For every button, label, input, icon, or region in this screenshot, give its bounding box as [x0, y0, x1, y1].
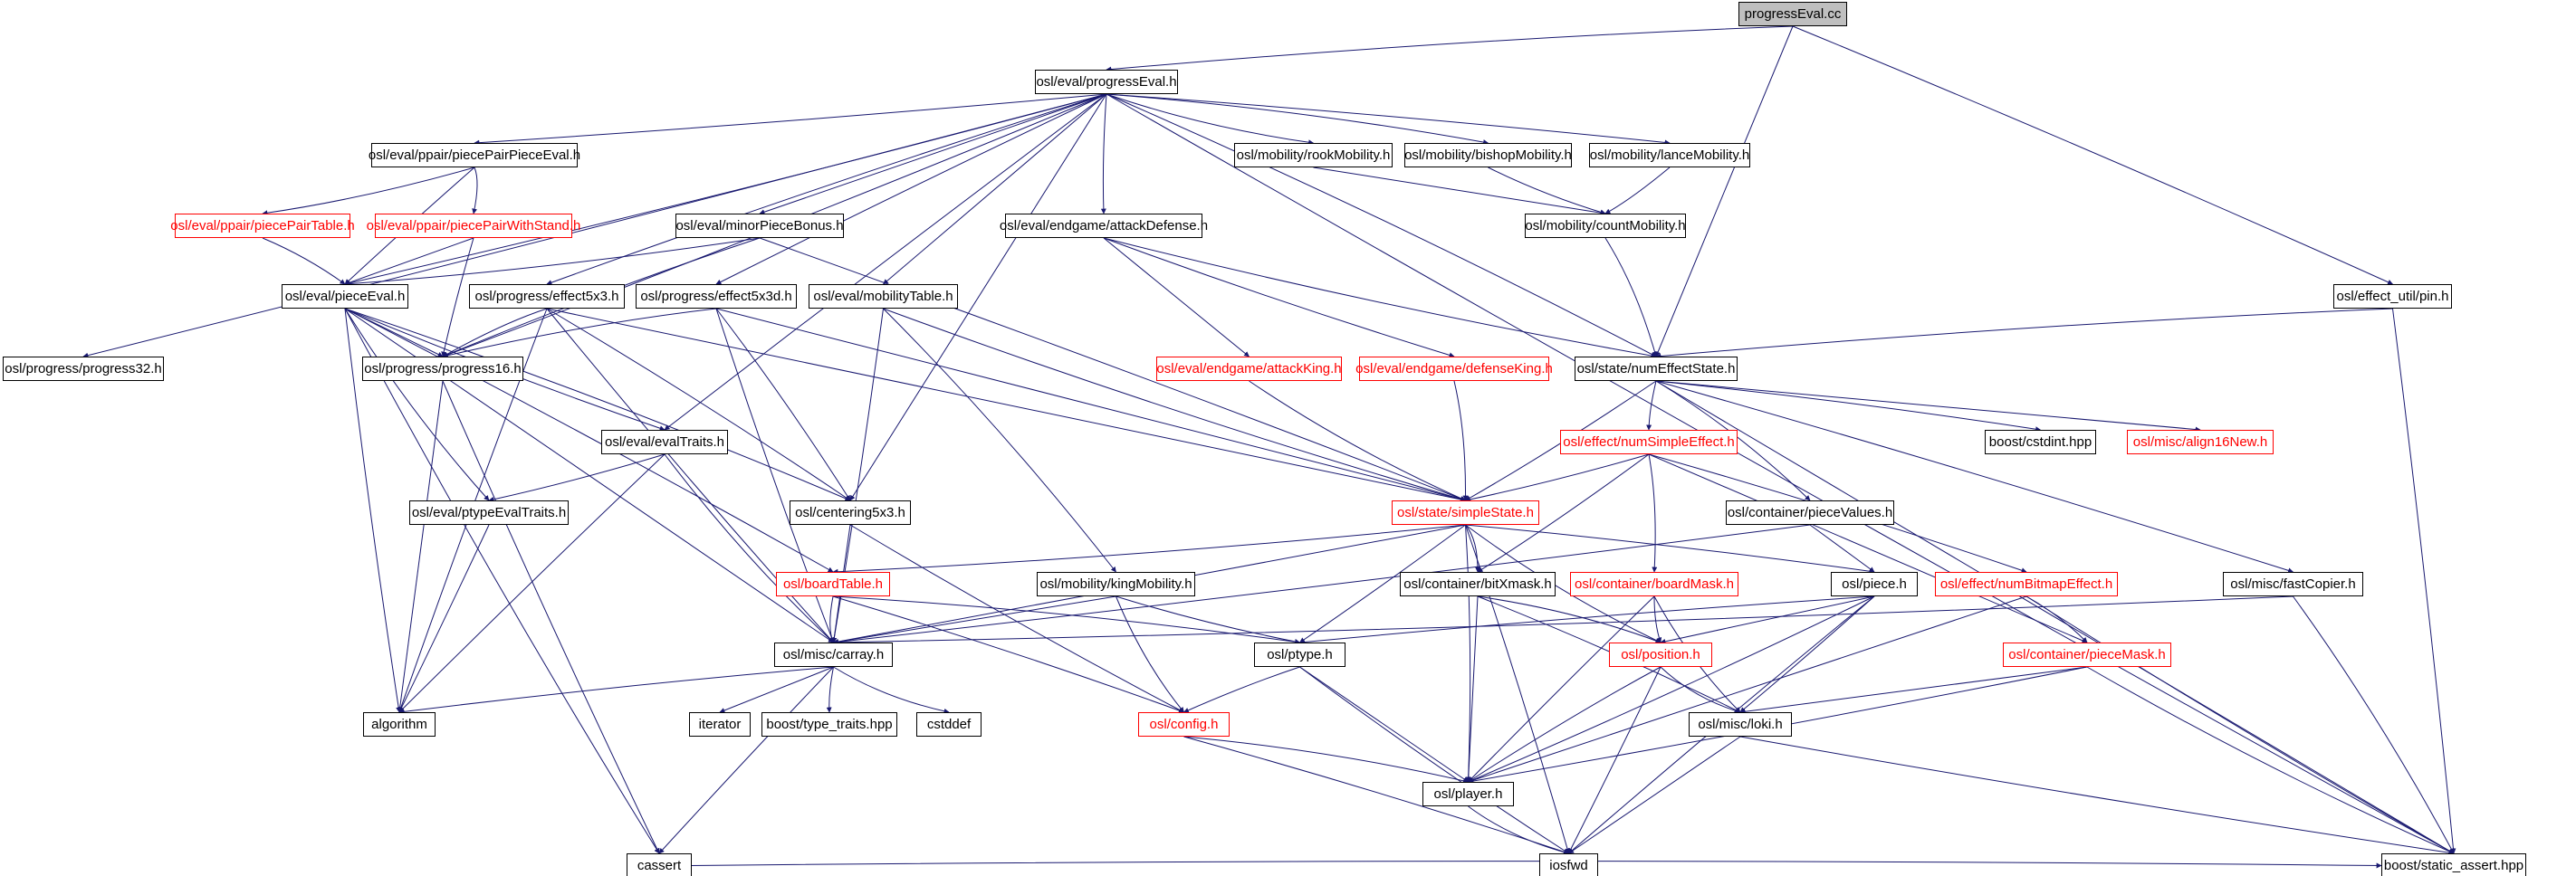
graph-edge [716, 309, 1466, 500]
graph-node[interactable] [1935, 572, 2118, 596]
graph-node[interactable] [999, 214, 1209, 238]
graph-node-label: osl/misc/carray.h [782, 647, 885, 662]
graph-edge [1656, 381, 2200, 430]
graph-node[interactable] [774, 643, 893, 667]
graph-edge [1469, 596, 1655, 782]
graph-node[interactable] [1831, 572, 1918, 596]
graph-node[interactable] [1689, 712, 1792, 737]
graph-edge [474, 167, 477, 214]
graph-node-label: osl/state/numEffectState.h [1576, 361, 1736, 376]
graph-node-label: osl/progress/effect5x3.h [474, 289, 619, 304]
graph-node[interactable] [1254, 643, 1345, 667]
graph-node[interactable] [2223, 572, 2363, 596]
graph-node[interactable] [675, 214, 844, 238]
graph-edge [399, 381, 443, 712]
graph-node[interactable] [282, 284, 408, 309]
graph-node-label: osl/container/bitXmask.h [1403, 576, 1552, 592]
graph-node[interactable] [1525, 214, 1686, 238]
graph-node[interactable] [1035, 70, 1178, 94]
graph-node-label: osl/position.h [1621, 647, 1700, 662]
graph-edge [2026, 596, 2454, 853]
graph-node-label: osl/eval/ppair/piecePairWithStand.h [366, 218, 581, 233]
graph-edge [1649, 454, 1655, 572]
graph-edge [1649, 381, 1656, 430]
graph-node[interactable] [1422, 782, 1514, 806]
graph-node-label: osl/container/boardMask.h [1575, 576, 1734, 592]
graph-node-label: boost/cstdint.hpp [1988, 434, 2092, 450]
graph-node[interactable] [1985, 430, 2096, 454]
graph-node[interactable] [2381, 853, 2526, 876]
graph-node-label: osl/misc/loki.h [1698, 717, 1783, 732]
graph-node[interactable] [1726, 500, 1894, 525]
graph-edge [2294, 596, 2455, 853]
graph-node-label: iterator [698, 717, 742, 732]
graph-node-label: osl/state/simpleState.h [1397, 505, 1534, 520]
graph-edge [829, 667, 834, 712]
graph-node[interactable] [2127, 430, 2274, 454]
graph-edge [1106, 26, 1793, 70]
graph-node[interactable] [776, 572, 890, 596]
graph-node-label: osl/container/pieceMask.h [2008, 647, 2166, 662]
graph-edge [833, 525, 1466, 572]
graph-edge [345, 238, 760, 284]
graph-edge [1106, 94, 1489, 143]
graph-node-label: algorithm [371, 717, 427, 732]
graph-node[interactable] [1355, 357, 1553, 381]
graph-edge [399, 667, 834, 712]
graph-node-label: cassert [637, 858, 682, 873]
graph-node-label: iosfwd [1549, 858, 1588, 873]
graph-edge [1300, 667, 1569, 853]
graph-node-label: osl/centering5x3.h [795, 505, 905, 520]
graph-node[interactable] [809, 284, 958, 309]
graph-edge [1300, 596, 1875, 643]
graph-node[interactable] [636, 284, 797, 309]
graph-edge [665, 454, 834, 643]
graph-node[interactable] [1404, 143, 1572, 167]
graph-node[interactable] [363, 712, 436, 737]
graph-node-label: osl/effect_util/pin.h [2336, 289, 2449, 304]
graph-node-label: osl/mobility/bishopMobility.h [1404, 148, 1572, 163]
graph-edge [1184, 737, 1469, 782]
graph-node[interactable] [916, 712, 982, 737]
graph-edge [850, 525, 1184, 712]
graph-node-label: osl/eval/endgame/defenseKing.h [1355, 361, 1553, 376]
graph-node-label: osl/effect/numBitmapEffect.h [1939, 576, 2113, 592]
graph-edge [2393, 309, 2455, 853]
graph-edge [345, 309, 489, 500]
graph-edge [1104, 238, 1656, 357]
graph-edge [399, 525, 489, 712]
graph-edge [1466, 454, 1650, 500]
graph-edge [345, 94, 1106, 284]
graph-edge [1116, 596, 1300, 643]
graph-edge [345, 238, 474, 284]
graph-edge [1605, 167, 1670, 214]
graph-edge [659, 667, 834, 853]
graph-node[interactable] [1560, 430, 1738, 454]
graph-edge [489, 454, 665, 500]
graph-node-label: osl/eval/mobilityTable.h [813, 289, 953, 304]
graph-edge [1104, 238, 1250, 357]
graph-node-label: osl/eval/evalTraits.h [605, 434, 724, 450]
graph-edge [884, 309, 1466, 500]
graph-edge [834, 596, 1116, 643]
graph-edge [1489, 167, 1606, 214]
graph-edge [2026, 596, 2087, 643]
graph-edge [1810, 525, 1874, 572]
graph-node[interactable] [1392, 500, 1539, 525]
graph-edge [1469, 596, 1479, 782]
graph-node-label: osl/mobility/lanceMobility.h [1589, 148, 1750, 163]
graph-node[interactable] [3, 357, 164, 381]
graph-edge [399, 454, 665, 712]
graph-node-label: osl/ptype.h [1267, 647, 1333, 662]
graph-node-label: osl/eval/progressEval.h [1036, 74, 1177, 90]
graph-node-label: osl/eval/pieceEval.h [284, 289, 406, 304]
graph-edge [1106, 94, 2454, 853]
graph-edge [1466, 525, 1875, 572]
graph-node[interactable] [368, 143, 581, 167]
graph-node-label: osl/player.h [1433, 786, 1503, 802]
graph-edge [1184, 667, 1300, 712]
graph-edge [1314, 167, 1606, 214]
graph-edge [760, 94, 1106, 214]
graph-node-label: osl/eval/endgame/attackDefense.h [999, 218, 1209, 233]
graph-node-label: osl/eval/minorPieceBonus.h [675, 218, 844, 233]
graph-edge [1466, 525, 1479, 572]
graph-edge [263, 167, 474, 214]
graph-edge [263, 238, 345, 284]
graph-node[interactable] [790, 500, 911, 525]
graph-edge [665, 94, 1106, 430]
graph-node[interactable] [1037, 572, 1195, 596]
graph-node[interactable] [1156, 357, 1342, 381]
graph-node-label: osl/mobility/countMobility.h [1525, 218, 1686, 233]
graph-edge [1740, 667, 2087, 712]
graph-node-label: osl/progress/progress16.h [364, 361, 522, 376]
graph-edge [547, 94, 1106, 284]
graph-node[interactable] [1234, 143, 1393, 167]
graph-edge [345, 309, 833, 572]
graph-edge [1656, 381, 2041, 430]
graph-edge [1605, 238, 1656, 357]
graph-edge [1469, 806, 1569, 853]
graph-edge [1656, 309, 2393, 357]
graph-edge [345, 309, 850, 500]
graph-node-label: osl/progress/effect5x3d.h [640, 289, 792, 304]
graph-edge [547, 309, 1466, 500]
graph-node-label: osl/mobility/rookMobility.h [1236, 148, 1391, 163]
graph-node[interactable] [601, 430, 728, 454]
graph-edge [1469, 667, 1661, 782]
graph-edge [1569, 737, 1741, 853]
graph-edge [833, 596, 1300, 643]
graph-edge [884, 94, 1107, 284]
graph-edge [1654, 596, 1661, 643]
graph-node[interactable] [761, 712, 897, 737]
graph-edge [1116, 596, 1184, 712]
graph-node[interactable] [170, 214, 355, 238]
graph-node-label: osl/misc/align16New.h [2132, 434, 2268, 450]
graph-node[interactable] [1589, 143, 1750, 167]
graph-edge [1661, 667, 1740, 712]
graph-node-label: osl/effect/numSimpleEffect.h [1563, 434, 1735, 450]
graph-node-label: osl/config.h [1149, 717, 1219, 732]
graph-edge [1793, 26, 2393, 284]
graph-edge [1454, 381, 1466, 500]
graph-node-label: progressEval.cc [1744, 6, 1842, 22]
graph-edge [1103, 94, 1106, 214]
graph-node[interactable] [362, 357, 523, 381]
graph-edge [1649, 454, 2087, 643]
graph-edge [1569, 667, 1661, 853]
graph-node[interactable] [1138, 712, 1230, 737]
graph-edge [1106, 94, 1314, 143]
graph-node[interactable] [1400, 572, 1556, 596]
graph-edge [1661, 596, 1874, 643]
graph-edge [1104, 238, 1454, 357]
graph-edge [474, 94, 1106, 143]
graph-node-label: cstddef [926, 717, 972, 732]
graph-edge [720, 667, 834, 712]
graph-edge [1740, 737, 2454, 853]
graph-node-label: osl/misc/fastCopier.h [2230, 576, 2356, 592]
graph-edge [1300, 667, 1469, 782]
graph-edge [692, 862, 2381, 866]
graph-node[interactable] [469, 284, 625, 309]
graph-edge [834, 596, 2294, 643]
graph-node[interactable] [409, 500, 569, 525]
graph-edge [1469, 596, 1875, 782]
graph-node-label: osl/piece.h [1842, 576, 1907, 592]
graph-node-label: osl/eval/ptypeEvalTraits.h [411, 505, 567, 520]
graph-edge [830, 596, 834, 643]
graph-edge [345, 309, 443, 357]
graph-node[interactable] [1609, 643, 1712, 667]
graph-edge [547, 309, 850, 500]
graph-node[interactable] [627, 853, 692, 876]
graph-node-label: osl/boardTable.h [782, 576, 884, 592]
graph-node[interactable] [366, 214, 581, 238]
graph-node[interactable] [2333, 284, 2452, 309]
graph-node-label: osl/eval/endgame/attackKing.h [1156, 361, 1342, 376]
graph-edge [1656, 26, 1793, 357]
graph-node[interactable] [1738, 2, 1847, 26]
graph-node[interactable] [1570, 572, 1738, 596]
graph-edge [2087, 667, 2454, 853]
graph-edge [443, 309, 547, 357]
graph-node[interactable] [1575, 357, 1738, 381]
graph-edge [1469, 596, 2027, 782]
graph-edge [716, 309, 850, 500]
graph-edge [1656, 381, 2294, 572]
graph-node-label: osl/progress/progress32.h [5, 361, 162, 376]
graph-node[interactable] [689, 712, 751, 737]
graph-edge [1478, 596, 1661, 643]
graph-edge [834, 667, 950, 712]
graph-node[interactable] [2003, 643, 2171, 667]
graph-edge [1106, 94, 1670, 143]
graph-edge [443, 309, 716, 357]
graph-node[interactable] [1539, 853, 1598, 876]
graph-edge [1740, 596, 1874, 712]
graph-edge [716, 94, 1106, 284]
graph-edge [1466, 525, 1470, 782]
graph-node-label: boost/type_traits.hpp [766, 717, 893, 732]
graph-node-label: boost/static_assert.hpp [2383, 858, 2524, 873]
graph-node-label: osl/eval/ppair/piecePairTable.h [170, 218, 355, 233]
graph-node-label: osl/eval/ppair/piecePairPieceEval.h [368, 148, 581, 163]
graph-edge [1250, 381, 1466, 500]
graph-node-label: osl/mobility/kingMobility.h [1039, 576, 1192, 592]
graph-edge [345, 309, 659, 853]
graph-edge [884, 309, 1116, 572]
graph-node-label: osl/container/pieceValues.h [1727, 505, 1893, 520]
